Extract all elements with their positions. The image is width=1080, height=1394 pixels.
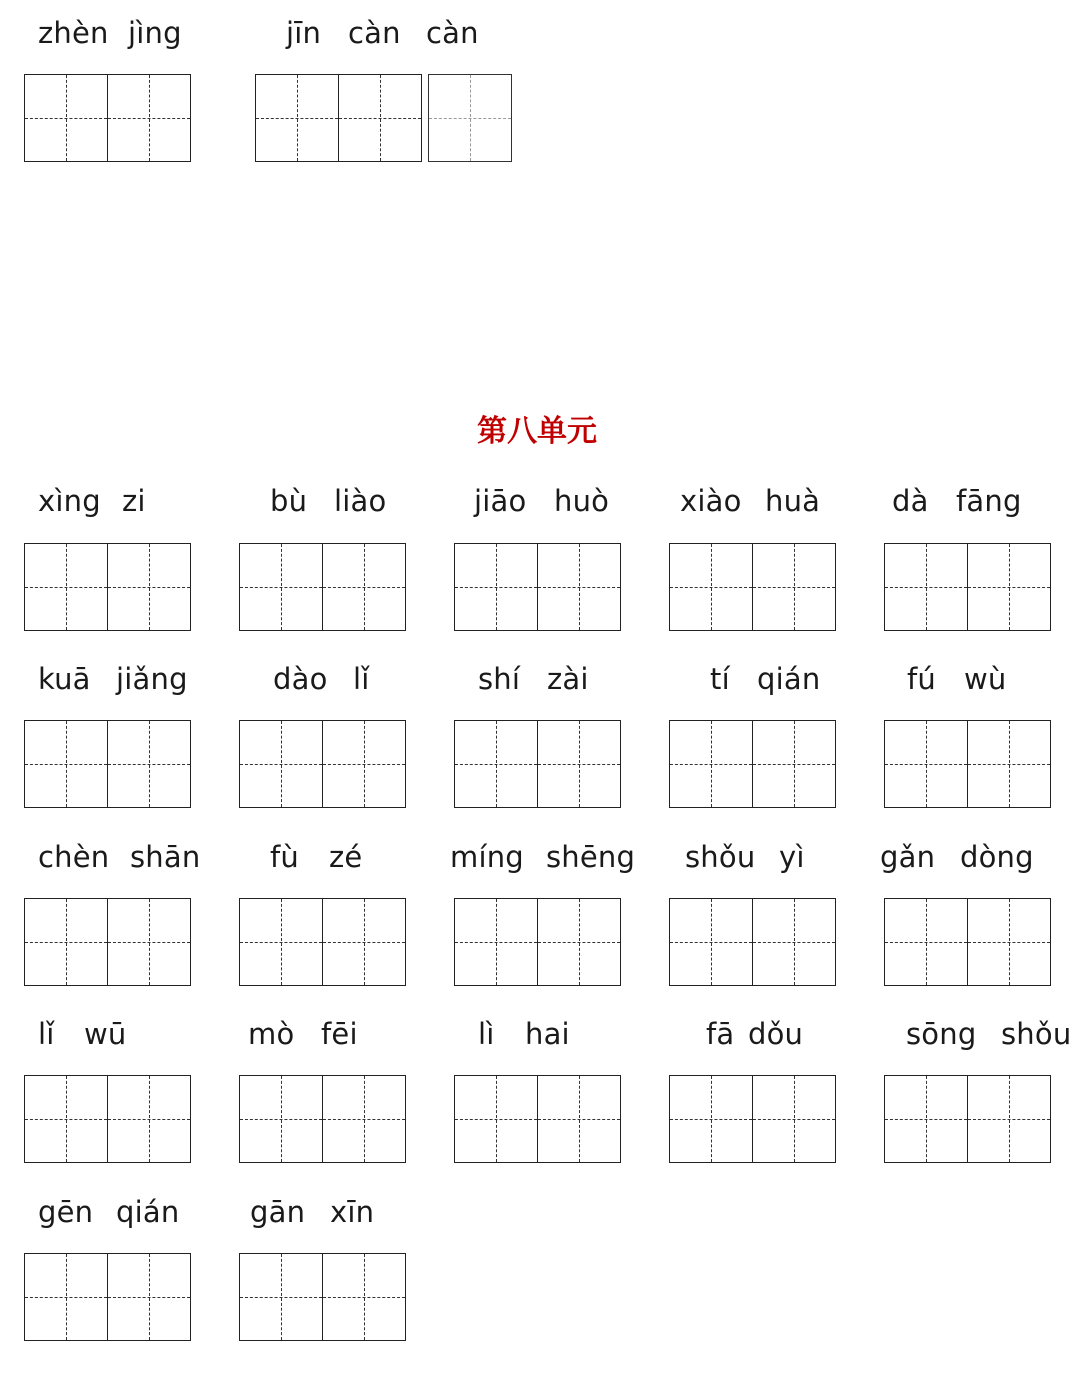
- pinyin: shǒu: [685, 840, 756, 874]
- unit-title: 第八单元: [477, 414, 597, 449]
- writing-grid[interactable]: [669, 720, 836, 808]
- writing-grid-jincancan[interactable]: [255, 74, 512, 162]
- writing-grid[interactable]: [669, 1075, 836, 1163]
- writing-grid[interactable]: [884, 898, 1051, 986]
- pinyin: xiào: [680, 484, 742, 518]
- pinyin: fú: [907, 662, 936, 696]
- pinyin-can-2: càn: [426, 16, 479, 50]
- grid-cell[interactable]: [323, 898, 406, 986]
- pinyin: huò: [554, 484, 610, 518]
- pinyin-zhen: zhèn: [38, 16, 109, 50]
- grid-cell[interactable]: [323, 720, 406, 808]
- writing-grid[interactable]: [24, 898, 191, 986]
- grid-cell[interactable]: [884, 898, 968, 986]
- grid-cell[interactable]: [968, 1075, 1051, 1163]
- writing-grid[interactable]: [24, 720, 191, 808]
- grid-cell[interactable]: [108, 898, 191, 986]
- writing-grid[interactable]: [239, 720, 406, 808]
- grid-cell[interactable]: [339, 74, 422, 162]
- pinyin: zài: [547, 662, 589, 696]
- grid-cell[interactable]: [669, 720, 753, 808]
- pinyin: gēn: [38, 1195, 94, 1229]
- grid-cell[interactable]: [669, 898, 753, 986]
- pinyin: lǐ: [353, 662, 370, 696]
- grid-cell[interactable]: [454, 543, 538, 631]
- pinyin-can-1: càn: [348, 16, 401, 50]
- pinyin: liào: [334, 484, 387, 518]
- grid-cell[interactable]: [669, 543, 753, 631]
- grid-cell[interactable]: [24, 720, 108, 808]
- grid-cell[interactable]: [108, 74, 191, 162]
- pinyin: zi: [122, 484, 146, 518]
- pinyin: wù: [964, 662, 1007, 696]
- grid-cell[interactable]: [24, 74, 108, 162]
- grid-cell[interactable]: [968, 543, 1051, 631]
- grid-cell[interactable]: [538, 898, 621, 986]
- pinyin: dǒu: [748, 1017, 804, 1051]
- grid-cell[interactable]: [24, 1253, 108, 1341]
- pinyin: kuā: [38, 662, 91, 696]
- grid-cell[interactable]: [538, 720, 621, 808]
- pinyin: fēi: [321, 1017, 358, 1051]
- writing-grid[interactable]: [884, 720, 1051, 808]
- pinyin: qián: [757, 662, 821, 696]
- grid-cell[interactable]: [323, 1075, 406, 1163]
- pinyin: dào: [273, 662, 328, 696]
- grid-cell[interactable]: [669, 1075, 753, 1163]
- grid-cell[interactable]: [753, 1075, 836, 1163]
- pinyin: lì: [478, 1017, 495, 1051]
- grid-cell[interactable]: [24, 543, 108, 631]
- grid-cell[interactable]: [538, 543, 621, 631]
- pinyin-jing: jìng: [128, 16, 182, 50]
- writing-grid[interactable]: [239, 898, 406, 986]
- writing-grid[interactable]: [669, 543, 836, 631]
- writing-grid[interactable]: [24, 1253, 191, 1341]
- pinyin: shí: [478, 662, 521, 696]
- grid-cell[interactable]: [454, 1075, 538, 1163]
- grid-cell[interactable]: [968, 720, 1051, 808]
- pinyin: wū: [84, 1017, 127, 1051]
- grid-cell[interactable]: [108, 1253, 191, 1341]
- grid-cell[interactable]: [255, 74, 339, 162]
- pinyin: qián: [116, 1195, 180, 1229]
- pinyin: dòng: [960, 840, 1034, 874]
- pinyin: shēng: [546, 840, 636, 874]
- writing-grid[interactable]: [454, 898, 621, 986]
- pinyin: huà: [765, 484, 821, 518]
- pinyin: míng: [450, 840, 524, 874]
- pinyin: yì: [779, 840, 805, 874]
- grid-cell[interactable]: [753, 543, 836, 631]
- grid-cell[interactable]: [454, 720, 538, 808]
- pinyin: hai: [525, 1017, 570, 1051]
- grid-cell[interactable]: [428, 74, 512, 162]
- grid-cell[interactable]: [239, 720, 323, 808]
- grid-cell[interactable]: [108, 543, 191, 631]
- pinyin-jin: jīn: [286, 16, 322, 50]
- grid-cell[interactable]: [24, 898, 108, 986]
- pinyin: xìng: [38, 484, 101, 518]
- writing-grid[interactable]: [239, 543, 406, 631]
- pinyin: sōng: [906, 1017, 977, 1051]
- pinyin: fā: [706, 1017, 735, 1051]
- pinyin: bù: [270, 484, 308, 518]
- pinyin: xīn: [330, 1195, 375, 1229]
- pinyin: shān: [130, 840, 201, 874]
- pinyin: mò: [248, 1017, 295, 1051]
- grid-cell[interactable]: [753, 720, 836, 808]
- pinyin: shǒu: [1001, 1017, 1072, 1051]
- pinyin: dà: [892, 484, 929, 518]
- grid-cell[interactable]: [239, 898, 323, 986]
- grid-cell[interactable]: [239, 1253, 323, 1341]
- grid-cell[interactable]: [323, 543, 406, 631]
- writing-grid[interactable]: [669, 898, 836, 986]
- writing-grid[interactable]: [884, 1075, 1051, 1163]
- grid-cell[interactable]: [884, 720, 968, 808]
- pinyin: zé: [329, 840, 363, 874]
- pinyin: lǐ: [38, 1017, 55, 1051]
- writing-grid[interactable]: [454, 1075, 621, 1163]
- writing-grid[interactable]: [454, 543, 621, 631]
- pinyin: gǎn: [880, 840, 936, 874]
- grid-cell[interactable]: [538, 1075, 621, 1163]
- grid-cell[interactable]: [108, 720, 191, 808]
- pinyin: chèn: [38, 840, 110, 874]
- pinyin: jiāo: [474, 484, 527, 518]
- grid-cell[interactable]: [239, 1075, 323, 1163]
- pinyin: gān: [250, 1195, 306, 1229]
- pinyin: jiǎng: [116, 662, 188, 696]
- grid-cell[interactable]: [968, 898, 1051, 986]
- grid-cell[interactable]: [239, 543, 323, 631]
- grid-cell[interactable]: [454, 898, 538, 986]
- writing-grid-zhenjing[interactable]: [24, 74, 191, 162]
- grid-cell[interactable]: [323, 1253, 406, 1341]
- grid-cell[interactable]: [753, 898, 836, 986]
- writing-grid[interactable]: [24, 543, 191, 631]
- grid-cell[interactable]: [24, 1075, 108, 1163]
- pinyin: fāng: [956, 484, 1022, 518]
- writing-grid[interactable]: [454, 720, 621, 808]
- grid-cell[interactable]: [884, 1075, 968, 1163]
- grid-cell[interactable]: [884, 543, 968, 631]
- grid-cell[interactable]: [108, 1075, 191, 1163]
- writing-grid[interactable]: [239, 1075, 406, 1163]
- writing-grid[interactable]: [24, 1075, 191, 1163]
- pinyin: fù: [270, 840, 299, 874]
- pinyin: tí: [710, 662, 730, 696]
- writing-grid[interactable]: [239, 1253, 406, 1341]
- writing-grid[interactable]: [884, 543, 1051, 631]
